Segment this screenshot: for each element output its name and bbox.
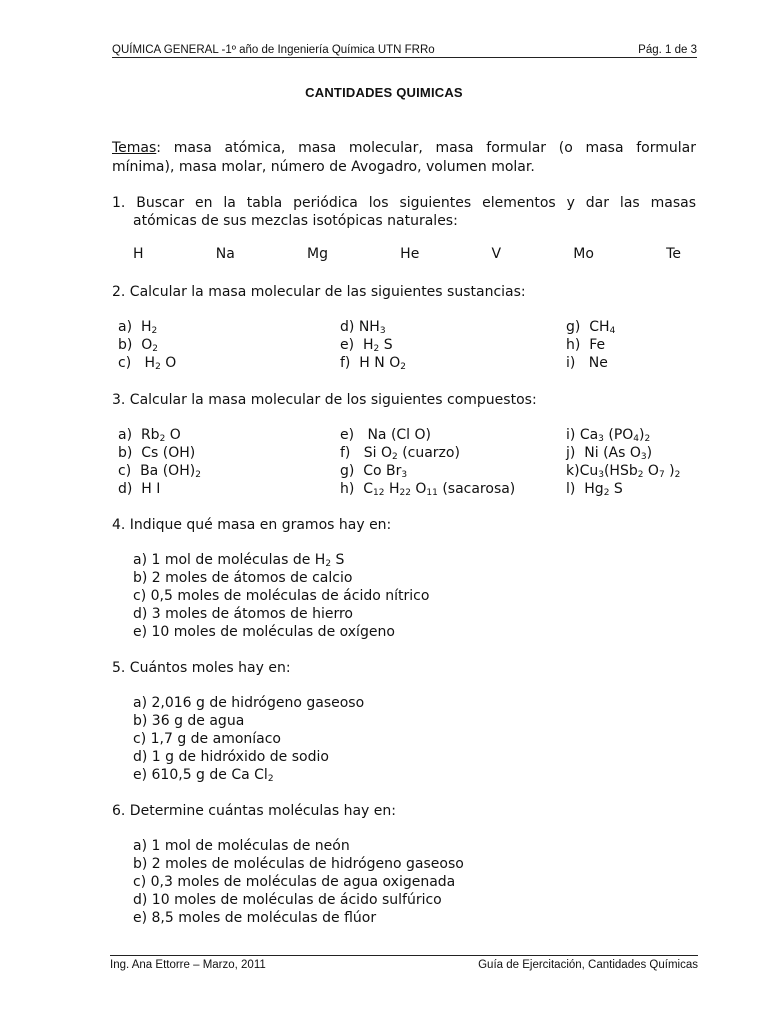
q3-item-h: h) $C_{12}$ $H_{22}$ $O_{11}$ (sacarosa) — [340, 481, 516, 498]
q2-item-b: b) $O_2$ — [118, 337, 159, 354]
q4-item-b: b) 2 moles de átomos de calcio — [133, 570, 353, 586]
q2-item-h: h) Fe — [566, 337, 606, 353]
q5-item-d: d) 1 g de hidróxido de sodio — [133, 749, 329, 765]
element-na: Na — [215, 246, 235, 262]
q1-line-2: atómicas de sus mezclas isotópicas naturales: — [133, 213, 458, 229]
q3-item-i: i) $Ca_3$ $(PO_4)_2$ — [566, 427, 651, 444]
header-course: QUÍMICA GENERAL -1º año de Ingeniería Química UTN FRRo — [112, 44, 435, 56]
q4-item-a: a) 1 mol de moléculas de $H_2$ S — [133, 552, 345, 569]
q2-item-a: a) $H_2$ — [118, 319, 158, 336]
q4-item-d: d) 3 moles de átomos de hierro — [133, 606, 353, 622]
q5-heading: 5. Cuántos moles hay en: — [112, 660, 291, 676]
q3-item-g: g) Co $Br_3$ — [340, 463, 408, 480]
q1-elements — [133, 246, 681, 262]
page-header — [112, 44, 697, 58]
q4-item-e: e) 10 moles de moléculas de oxígeno — [133, 624, 395, 640]
q3-item-a: a) $Rb_2$ O — [118, 427, 181, 444]
q2-heading: 2. Calcular la masa molecular de las siguientes sustancias: — [112, 284, 526, 300]
q5-item-a: a) 2,016 g de hidrógeno gaseoso — [133, 695, 365, 711]
q6-item-e: e) 8,5 moles de moléculas de flúor — [133, 910, 377, 926]
footer-guide-title: Guía de Ejercitación, Cantidades Químicas — [478, 959, 698, 971]
temas-line-2: mínima), masa molar, número de Avogadro, volumen molar. — [112, 159, 535, 175]
header-page-number: Pág. 1 de 3 — [638, 44, 697, 56]
q3-item-c: c) Ba $(OH)_2$ — [118, 463, 201, 480]
q3-item-b: b) Cs (OH) — [118, 445, 196, 461]
temas-label: Temas — [112, 140, 157, 156]
q6-item-a: a) 1 mol de moléculas de neón — [133, 838, 350, 854]
temas-line-1: Temas: masa atómica, masa molecular, masa formular (o masa formular — [112, 140, 696, 156]
q3-item-e: e) Na (Cl O) — [340, 427, 431, 443]
q3-item-j: j) Ni (As $O_3$) — [566, 445, 653, 462]
q3-item-l: l) $Hg_2$ S — [566, 481, 623, 498]
q6-heading: 6. Determine cuántas moléculas hay en: — [112, 803, 396, 819]
element-mo: Mo — [573, 246, 594, 262]
q6-item-b: b) 2 moles de moléculas de hidrógeno gaseoso — [133, 856, 464, 872]
element-mg: Mg — [307, 246, 328, 262]
element-he: He — [400, 246, 420, 262]
q6-item-d: d) 10 moles de moléculas de ácido sulfúrico — [133, 892, 442, 908]
q5-item-b: b) 36 g de agua — [133, 713, 245, 729]
q5-item-c: c) 1,7 g de amoníaco — [133, 731, 281, 747]
page-title: CANTIDADES QUIMICAS — [305, 85, 463, 100]
q2-item-i: i) Ne — [566, 355, 608, 371]
q2-item-f: f) H N $O_2$ — [340, 355, 406, 372]
element-te: Te — [666, 246, 681, 262]
element-v: V — [491, 246, 502, 262]
q3-item-f: f) Si $O_2$ (cuarzo) — [340, 445, 460, 462]
q2-item-g: g) $CH_4$ — [566, 319, 616, 336]
q3-heading: 3. Calcular la masa molecular de los siguientes compuestos: — [112, 392, 537, 408]
q2-item-c: c) $H_2$ O — [118, 355, 177, 372]
element-h: H — [133, 246, 144, 262]
q1-line-1: 1. Buscar en la tabla periódica los siguientes elementos y dar las masas — [112, 195, 696, 211]
q3-item-d: d) H I — [118, 481, 161, 497]
q2-item-e: e) $H_2$ S — [340, 337, 393, 354]
q2-item-d: d) $NH_3$ — [340, 319, 386, 336]
page-footer — [110, 955, 698, 971]
q5-item-e: e) 610,5 g de Ca $Cl_2$ — [133, 767, 274, 784]
q6-item-c: c) 0,3 moles de moléculas de agua oxigenada — [133, 874, 456, 890]
footer-author: Ing. Ana Ettorre – Marzo, 2011 — [110, 959, 266, 971]
q4-item-c: c) 0,5 moles de moléculas de ácido nítrico — [133, 588, 430, 604]
q3-item-k: $k)Cu_3(HSb_2$ $O_7$ )$_2$ — [566, 463, 681, 480]
q4-heading: 4. Indique qué masa en gramos hay en: — [112, 517, 392, 533]
